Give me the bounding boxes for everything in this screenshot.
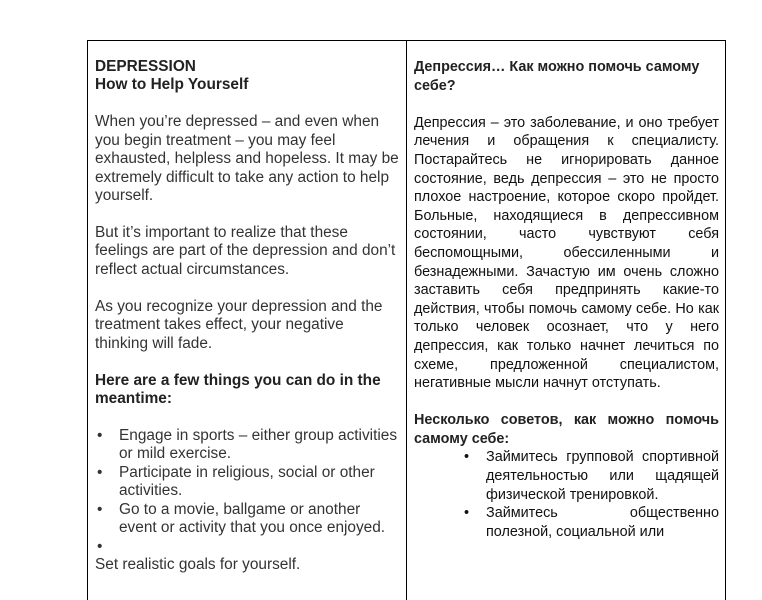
english-tips-list bbox=[95, 427, 399, 556]
english-subtitle: How to Help Yourself bbox=[95, 76, 249, 94]
russian-tips-list bbox=[414, 448, 719, 541]
list-item: • Займитесь общественно полезной, социальной или bbox=[462, 504, 719, 541]
list-item: • Займитесь групповой спортивной деятельностью или щадящей физической тренировкой. bbox=[462, 448, 719, 504]
list-item: • Engage in sports – either group activities or mild exercise. bbox=[95, 427, 399, 464]
english-paragraph-2: But it’s important to realize that these feelings are part of the depression and don’t reflect actual circumstances. bbox=[95, 224, 396, 278]
russian-column bbox=[414, 58, 719, 541]
russian-title: Депрессия… Как можно помочь самому себе? bbox=[414, 59, 700, 94]
russian-tips-heading: Несколько советов, как можно помочь самому себе: bbox=[414, 412, 719, 447]
list-item: • Participate in religious, social or other activities. bbox=[95, 464, 399, 501]
english-column bbox=[95, 58, 399, 574]
english-paragraph-1: When you’re depressed – and even when you begin treatment – you may feel exhausted, helpless and hopeless. It may be extremely difficult to take any action to help yourself. bbox=[95, 113, 399, 205]
list-item: • Go to a movie, ballgame or another event or activity that you once enjoyed. bbox=[95, 501, 399, 538]
column-divider bbox=[406, 40, 407, 600]
russian-paragraph: Депрессия – это заболевание, и оно требует лечения и обращения к специалисту. Постарайтесь не игнорировать данное состояние, ведь депрессия – это не просто плохое настроение, которое скоро пройдет. Больные, находящиеся в депрессивном состоянии, часто чувствуют себя беспомощными, обессиленными и безнадежными. Зачастую им очень сложно заставить себя предпринять какие-то действия, чтобы помочь самому себе. Но как только человек осознает, что у него депрессия, как только начнет лечиться по схеме, предложенной специалистом, негативные мысли начнут отступать. bbox=[414, 114, 719, 392]
english-paragraph-3: As you recognize your depression and the treatment takes effect, your negative thinking will fade. bbox=[95, 297, 383, 352]
english-tips-heading: Here are a few things you can do in the meantime: bbox=[95, 371, 381, 408]
english-after-list: Set realistic goals for yourself. bbox=[95, 555, 301, 573]
english-title: DEPRESSION bbox=[95, 58, 196, 75]
empty-list-item bbox=[95, 538, 399, 556]
